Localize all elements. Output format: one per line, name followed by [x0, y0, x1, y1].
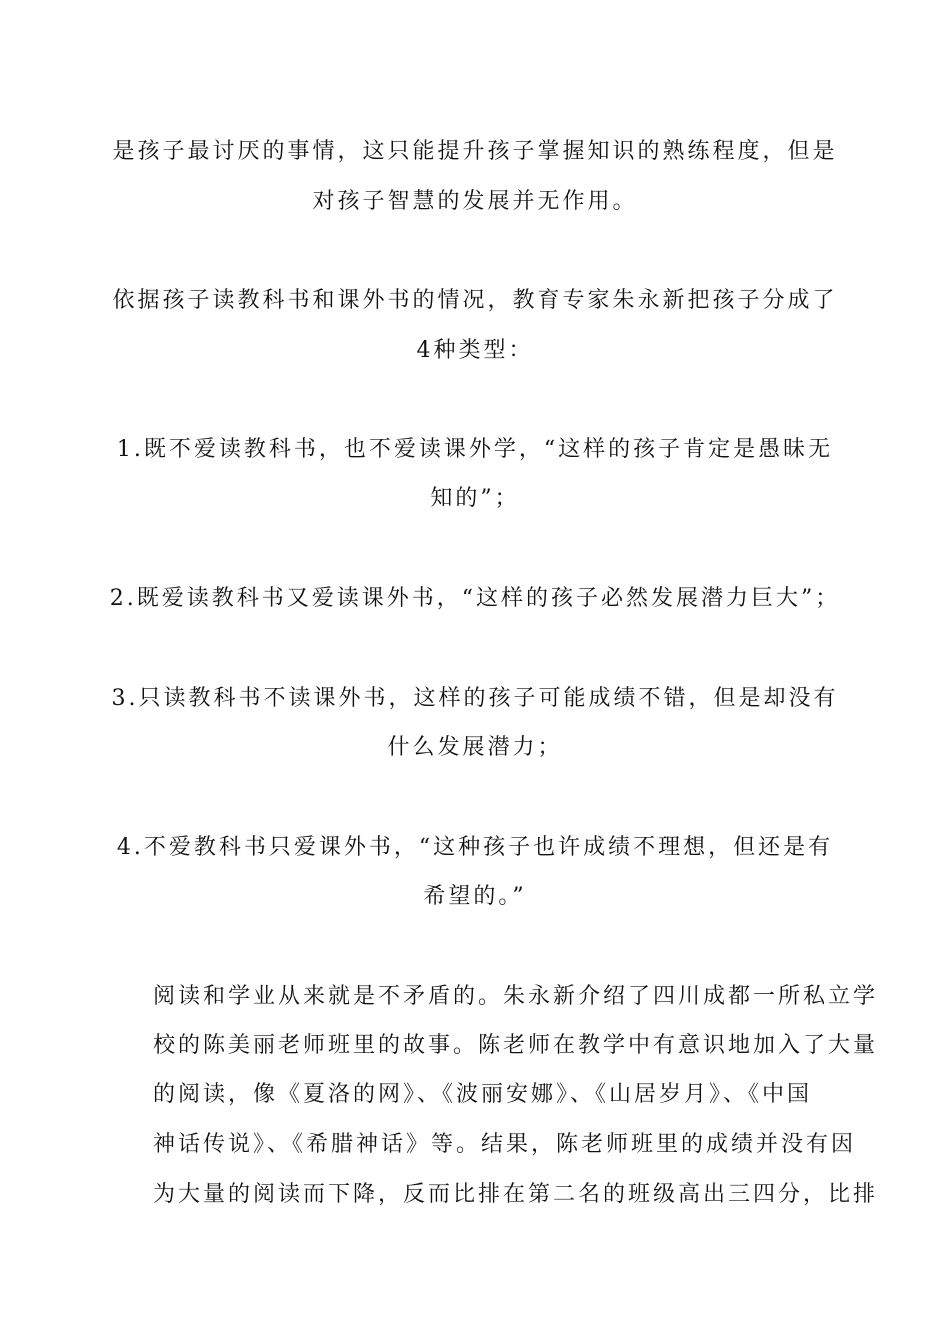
paragraph-7-line-3: 的阅读，像《夏洛的网》、《波丽安娜》、《山居岁月》、《中国 [153, 1082, 813, 1107]
list-item-3-line-1: 3.只读教科书不读课外书，这样的孩子可能成绩不错，但是却没有 [111, 686, 839, 711]
list-item-3-line-2: 什么发展潜力； [387, 735, 563, 760]
list-item-1-line-2: 知的”； [430, 486, 520, 511]
list-item-2-line-1: 2.既爱读教科书又爱读课外书，“这样的孩子必然发展潜力巨大”； [109, 586, 841, 611]
paragraph-2-line-2: 4种类型： [416, 338, 534, 363]
list-item-4-line-1: 4.不爱教科书只爱课外书，“这种孩子也许成绩不理想，但还是有 [116, 835, 834, 860]
paragraph-7-line-2: 校的陈美丽老师班里的故事。陈老师在教学中有意识地加入了大量 [153, 1033, 879, 1058]
list-item-4-line-2: 希望的。” [423, 884, 527, 909]
paragraph-1-line-1: 是孩子最讨厌的事情，这只能提升孩子掌握知识的熟练程度，但是 [112, 139, 838, 164]
paragraph-1-line-2: 对孩子智慧的发展并无作用。 [312, 189, 638, 214]
paragraph-7-line-5: 为大量的阅读而下降，反而比排在第二名的班级高出三四分，比排 [153, 1182, 879, 1207]
paragraph-2-line-1: 依据孩子读教科书和课外书的情况，教育专家朱永新把孩子分成了 [112, 288, 838, 313]
paragraph-7-line-4: 神话传说》、《希腊神话》等。结果，陈老师班里的成绩并没有因 [153, 1132, 857, 1157]
paragraph-7-line-1: 阅读和学业从来就是不矛盾的。朱永新介绍了四川成都一所私立学 [153, 984, 879, 1009]
list-item-1-line-1: 1.既不爱读教科书，也不爱读课外学，“这样的孩子肯定是愚昧无 [116, 437, 834, 462]
